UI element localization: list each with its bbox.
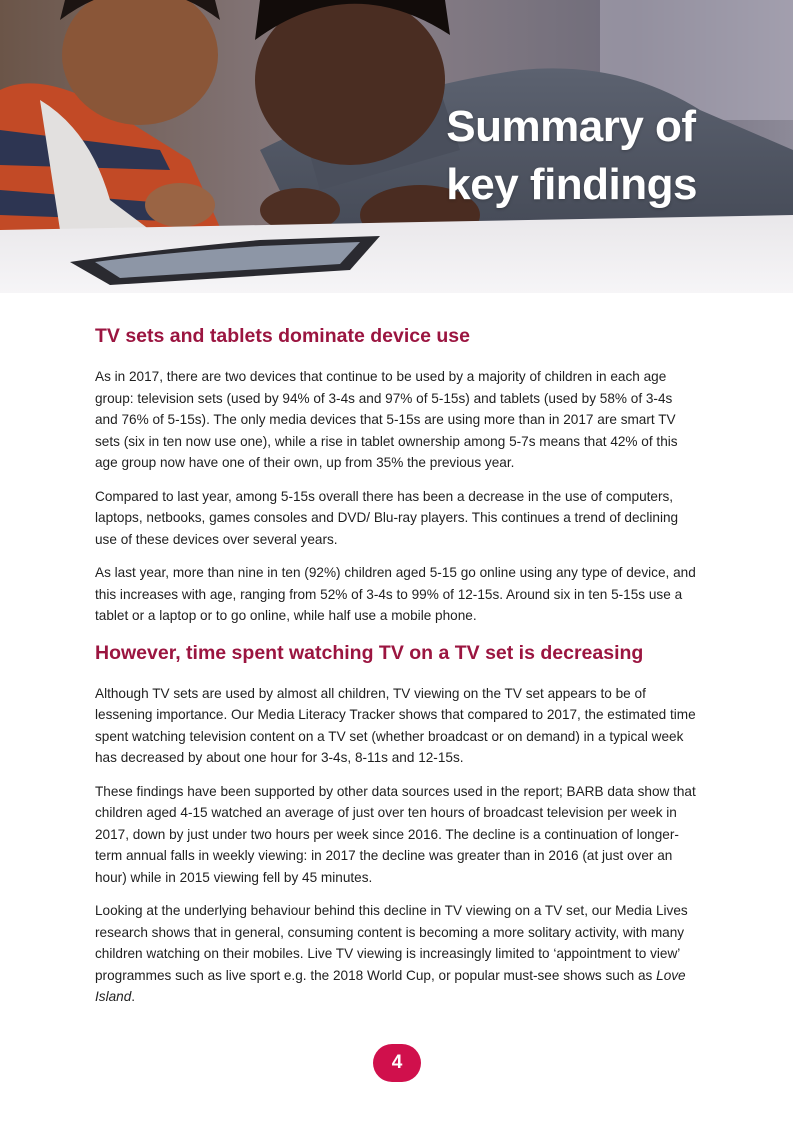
section-heading-devices: TV sets and tablets dominate device use bbox=[95, 325, 470, 347]
paragraph-last bbox=[95, 900, 698, 1008]
page-number-badge bbox=[373, 1044, 421, 1082]
hero-title bbox=[446, 98, 697, 214]
paragraph: As in 2017, there are two devices that continue to be used by a majority of children in each age group: television sets (used by 94% of 3-4s and 97% of 5-15s) and tablets (used by 58% of 3-4s and 76% of 5-15s). The only media devices that 5-15s are using more than in 2017 are smart TV sets (six in ten now use one), while a rise in tablet ownership among 5-7s means that 42% of this age group now have one of their own, up from 35% the previous year. bbox=[95, 369, 678, 470]
section-heading-tv-decrease: However, time spent watching TV on a TV set is decreasing bbox=[95, 641, 644, 664]
show-title-italic: Love Island bbox=[95, 967, 686, 1004]
paragraph: Although TV sets are used by almost all children, TV viewing on the TV set appears to be of lessening importance. Our Media Literacy Tracker shows that compared to 2017, the estimated time spent watching television content on a TV set (whether broadcast or on demand) in a typical week has decreased by about one hour for 3-4s, 8-11s and 12-15s. bbox=[95, 685, 696, 765]
hero-title-line-2: key findings bbox=[446, 160, 697, 209]
paragraph: Compared to last year, among 5-15s overall there has been a decrease in the use of computers, laptops, netbooks, games consoles and DVD/ Blu-ray players. This continues a trend of declining use of these devices over several years. bbox=[95, 488, 679, 547]
page-number: 4 bbox=[391, 1052, 403, 1073]
hero-banner bbox=[0, 0, 793, 293]
paragraph-end: . bbox=[131, 989, 136, 1004]
page-content bbox=[95, 322, 698, 1020]
paragraph-text: Looking at the underlying behaviour behind this decline in TV viewing on a TV set, our Media Lives research shows that in general, consuming content is becoming a more solitary activity, with many children watching on their mobiles. Live TV viewing is increasingly limited to ‘appointment to view’ programmes such as live sport e.g. the 2018 World Cup, or popular must-see shows such as bbox=[95, 903, 688, 983]
hero-title-line-1: Summary of bbox=[446, 102, 696, 151]
paragraph: As last year, more than nine in ten (92%) children aged 5-15 go online using any type of device, and this increases with age, ranging from 52% of 3-4s to 99% of 12-15s. Around six in ten 5-15s use a tablet or a laptop or to go online, while half use a mobile phone. bbox=[95, 565, 696, 623]
paragraph: These findings have been supported by other data sources used in the report; BARB data show that children aged 4-15 watched an average of just over ten hours of broadcast television per week in 2017, down by just under two hours per week since 2016. The decline is a continuation of longer-term annual falls in weekly viewing: in 2017 the decline was greater than in 2016 (at just over an hour) while in 2015 viewing fell by 45 minutes. bbox=[95, 783, 696, 885]
